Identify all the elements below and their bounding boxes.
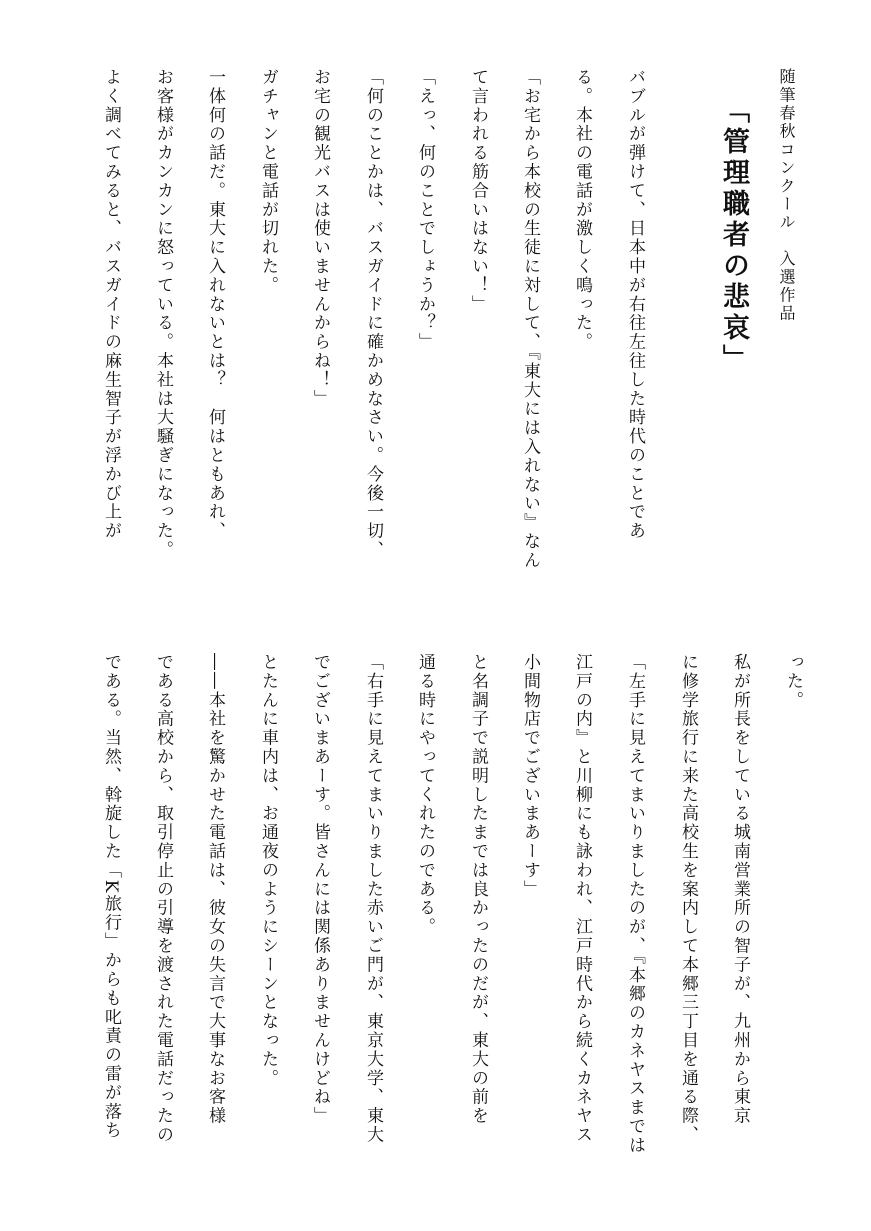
text-line: でございまあーす。皆さんには関係ありませんけどね」	[310, 653, 330, 1126]
text-line: 「右手に見えてまいりました赤いご門が、東京大学、東大	[363, 653, 383, 1145]
page-title: 「管理職者の悲哀」	[718, 96, 749, 375]
text-line: ガチャンと電話が切れた。	[258, 68, 278, 295]
text-line: 「左手に見えてまいりましたのが、『本郷のカネヤスまでは	[625, 653, 645, 1155]
text-line: て言われる筋合いはない！」	[468, 68, 488, 314]
text-line: お宅の観光バスは使いませんからね！」	[310, 68, 330, 409]
text-line: 小間物店でございまあーす」	[520, 653, 540, 899]
byline: 随筆春秋コンクール 入選作品	[777, 68, 796, 323]
text-line: 私が所長をしている城南営業所の智子が、九州から東京	[730, 653, 750, 1126]
text-line: ――本社を驚かせた電話は、彼女の失言で大事なお客様	[205, 653, 225, 1126]
text-line: である高校から、取引停止の引導を渡された電話だったの	[153, 653, 173, 1145]
text-line: 一体何の話だ。東大に入れないとは？ 何はともあれ、	[205, 68, 225, 541]
text-line: お客様がカンカンに怒っている。本社は大騒ぎになった。	[153, 68, 173, 560]
text-line: とたんに車内は、お通夜のようにシーンとなった。	[258, 653, 278, 1088]
text-line: よく調べてみると、バスガイドの麻生智子が浮かび上が	[101, 68, 121, 541]
text-line: と名調子で説明したまでは良かったのだが、東大の前を	[468, 653, 488, 1126]
text-line: 「お宅から本校の生徒に対して、『東大には入れない』なん	[520, 68, 540, 570]
text-line: る。本社の電話が激しく鳴った。	[572, 68, 592, 352]
text-line: った。	[783, 653, 803, 710]
text-line: に修学旅行に来た高校生を案内して本郷三丁目を通る際、	[678, 653, 698, 1145]
text-line: 江戸の内』と川柳にも詠われ、江戸時代から続くカネヤス	[572, 653, 592, 1145]
text-line: バブルが弾けて、日本中が右往左往した時代のことであ	[625, 68, 645, 541]
text-line: である。当然、斡旋した「K旅行」からも叱責の雷が落ち	[101, 653, 121, 1141]
text-line: 「何のことかは、バスガイドに確かめなさい。今後一切、	[363, 68, 383, 560]
text-line: 通る時にやってくれたのである。	[415, 653, 435, 937]
text-line: 「えっ、何のことでしょうか？」	[415, 68, 435, 352]
